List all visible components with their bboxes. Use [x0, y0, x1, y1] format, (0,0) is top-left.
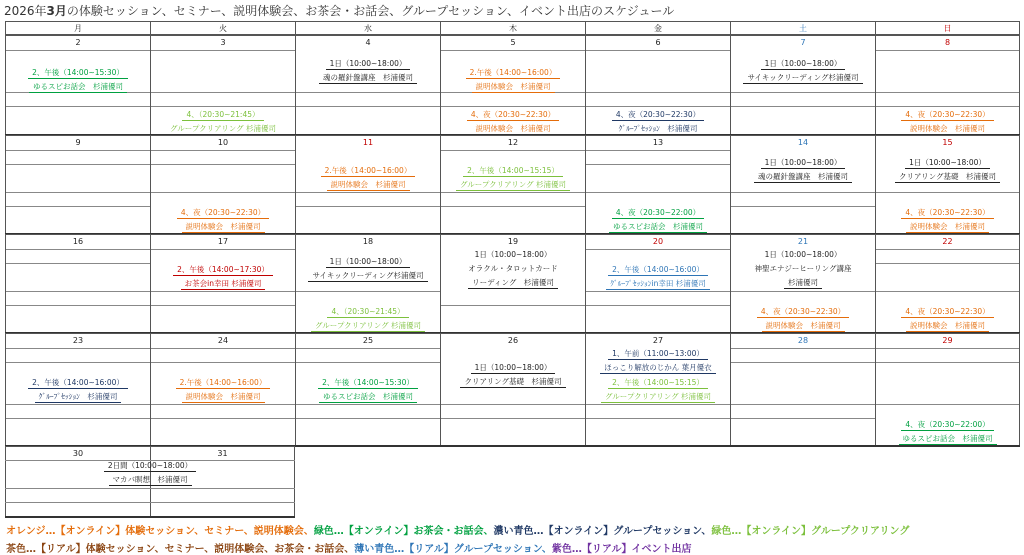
day-cell — [5, 35, 150, 134]
day-number: 8 — [944, 38, 951, 47]
day-cell — [295, 333, 440, 445]
event[interactable]: 4、夜（20:30~22:30） — [876, 306, 1019, 318]
event[interactable]: グループクリアリング 杉浦優司 — [151, 123, 295, 135]
event[interactable]: 4、夜（20:30~22:30） — [731, 306, 875, 318]
event[interactable]: 4、夜（20:30~22:30） — [876, 207, 1019, 219]
legend-item: 薄い青色…【リアル】グループセッション、 — [354, 544, 552, 555]
event[interactable]: 2、午後（14:00~15:30） — [6, 67, 150, 79]
day-number: 19 — [507, 237, 519, 246]
event[interactable]: オラクル・タロットカード — [468, 264, 558, 273]
day-cell — [440, 35, 585, 134]
event[interactable]: 魂の羅針盤講座 杉浦優司 — [731, 171, 875, 183]
legend-item: オレンジ…【オンライン】体験セッション、セミナー、説明体験会、 — [6, 526, 314, 537]
legend-row-2 — [6, 540, 692, 555]
week-row — [5, 35, 1020, 134]
event[interactable]: 魂の羅針盤講座 杉浦優司 — [296, 72, 440, 84]
day-number: 2 — [75, 38, 81, 47]
day-cell — [5, 333, 150, 445]
day-cell — [585, 135, 730, 233]
event[interactable]: 2、午後（14:00~17:30） — [151, 264, 295, 276]
day-cell — [5, 234, 150, 332]
weekday-sun: 日 — [875, 21, 1020, 35]
event[interactable]: 2、午後（14:00~15:30） — [296, 377, 440, 389]
event[interactable]: グループクリアリング 杉浦優司 — [586, 391, 730, 403]
day-number: 27 — [652, 336, 664, 345]
legend-item: 緑色…【オンライン】グループクリアリング — [711, 526, 910, 537]
day-number: 22 — [942, 237, 953, 246]
event[interactable]: 4、夜（20:30~22:30） — [586, 109, 730, 121]
day-number: 14 — [797, 138, 809, 147]
event[interactable]: 2日間（10:00~18:00） — [5, 460, 295, 472]
day-cell — [150, 35, 295, 134]
event[interactable]: 1日（10:00~18:00） — [474, 250, 552, 259]
event[interactable]: ゆるスピお話会 杉浦優司 — [876, 433, 1019, 445]
day-cell — [730, 234, 875, 332]
event[interactable]: 杉浦優司 — [731, 277, 875, 289]
day-number: 7 — [800, 38, 806, 47]
event[interactable]: 4、夜（20:30~22:30） — [876, 109, 1019, 121]
event[interactable]: ゆるスピお話会 杉浦優司 — [6, 81, 150, 93]
day-number: 26 — [507, 336, 519, 345]
day-cell — [730, 35, 875, 134]
day-cell — [875, 333, 1020, 445]
event[interactable]: ｸﾞﾙｰﾌﾟｾｯｼｮﾝin幸田 杉浦優司 — [586, 278, 730, 290]
event[interactable]: 説明体験会 杉浦優司 — [151, 391, 295, 403]
event[interactable]: 4、夜（20:30~22:30） — [151, 207, 295, 219]
day-number: 23 — [72, 336, 84, 345]
event[interactable]: 1日（10:00~18:00） — [764, 250, 842, 259]
day-cell — [440, 234, 585, 332]
weekday-sat: 土 — [730, 21, 875, 35]
event[interactable]: 1日（10:00~18:00） — [441, 362, 585, 374]
event[interactable]: 1、午前（11:00~13:00） — [586, 348, 730, 360]
day-cell — [585, 234, 730, 332]
week-row — [5, 333, 1020, 445]
day-cell — [730, 135, 875, 233]
page-title: 2026年3月の体験セッション、セミナー、説明体験会、お茶会・お話会、グループセッション、イベント出店のスケジュール — [4, 4, 675, 18]
event[interactable]: 1日（10:00~18:00） — [296, 58, 440, 70]
event[interactable]: ほっこり解放のじかん 葉月優衣 — [586, 362, 730, 374]
day-cell — [875, 234, 1020, 332]
event[interactable]: サイキックリーディング杉浦優司 — [731, 72, 875, 84]
event[interactable]: 説明体験会 杉浦優司 — [151, 221, 295, 233]
legend-row-1 — [6, 522, 909, 537]
day-number: 11 — [362, 138, 374, 147]
legend-item: 緑色…【オンライン】お茶会・お話会、 — [313, 526, 494, 537]
event[interactable]: 2、午後（14:00~15:15） — [586, 377, 730, 389]
day-number: 3 — [220, 38, 226, 47]
day-number: 20 — [652, 237, 664, 246]
event-span — [5, 446, 295, 516]
day-number: 29 — [942, 336, 953, 345]
day-cell — [875, 35, 1020, 134]
day-cell — [585, 35, 730, 134]
day-cell — [150, 333, 295, 445]
weekday-thu: 木 — [440, 21, 585, 35]
event[interactable]: ｸﾞﾙｰﾌﾟｾｯｼｮﾝ 杉浦優司 — [586, 123, 730, 135]
day-cell — [295, 234, 440, 332]
event[interactable]: 2.午後（14:00~16:00） — [441, 67, 585, 79]
day-cell — [295, 135, 440, 233]
weekday-tue: 火 — [150, 21, 295, 35]
event[interactable]: 説明体験会 杉浦優司 — [296, 179, 440, 191]
day-cell — [875, 135, 1020, 233]
event[interactable]: 4、（20:30~21:45） — [151, 109, 295, 121]
event[interactable]: ゆるスピお話会 杉浦優司 — [586, 221, 730, 233]
week-row — [5, 234, 1020, 332]
day-cell — [440, 135, 585, 233]
event[interactable]: ゆるスピお話会 杉浦優司 — [296, 391, 440, 403]
day-number: 13 — [652, 138, 664, 147]
day-cell — [440, 333, 585, 445]
day-number: 12 — [507, 138, 519, 147]
event[interactable]: クリアリング基礎 杉浦優司 — [876, 171, 1019, 183]
event[interactable]: 神聖エナジーヒーリング講座 — [754, 264, 852, 273]
event[interactable]: 説明体験会 杉浦優司 — [876, 320, 1019, 332]
event[interactable]: マカバ瞑想 杉浦優司 — [5, 474, 295, 486]
day-number: 21 — [797, 237, 809, 246]
event[interactable]: 説明体験会 杉浦優司 — [441, 123, 585, 135]
event[interactable]: サイキックリーディング杉浦優司 — [296, 270, 440, 282]
event[interactable]: 2、午後（14:00~15:15） — [441, 165, 585, 177]
legend-item: 紫色…【リアル】イベント出店 — [551, 544, 692, 555]
legend-item: 茶色…【リアル】体験セッション、セミナー、説明体験会、お茶会・お話会、 — [6, 544, 355, 555]
day-number: 18 — [362, 237, 374, 246]
event[interactable]: 説明体験会 杉浦優司 — [876, 123, 1019, 135]
day-number: 31 — [217, 449, 228, 458]
event[interactable]: 1日（10:00~18:00） — [731, 157, 875, 169]
day-cell — [150, 234, 295, 332]
event[interactable]: 1日（10:00~18:00） — [876, 157, 1019, 169]
day-number: 30 — [72, 449, 84, 458]
event[interactable]: 説明体験会 杉浦優司 — [441, 81, 585, 93]
day-number: 15 — [942, 138, 953, 147]
event[interactable]: 4、夜（20:30~22:00） — [586, 207, 730, 219]
weekday-fri: 金 — [585, 21, 730, 35]
legend-item: 濃い青色…【オンライン】グループセッション、 — [493, 526, 712, 537]
event[interactable]: グループクリアリング 杉浦優司 — [441, 179, 585, 191]
week-row — [5, 135, 1020, 233]
day-number: 6 — [655, 38, 661, 47]
day-number: 24 — [217, 336, 229, 345]
event[interactable]: 1日（10:00~18:00） — [731, 58, 875, 70]
day-cell — [150, 135, 295, 233]
event[interactable]: 2、午後（14:00~16:00） — [586, 264, 730, 276]
event[interactable]: グループクリアリング 杉浦優司 — [296, 320, 440, 332]
day-cell — [730, 333, 875, 445]
day-number: 10 — [217, 138, 229, 147]
weekday-mon: 月 — [5, 21, 150, 35]
day-number: 5 — [510, 38, 516, 47]
event[interactable]: 1日（10:00~18:00） — [296, 256, 440, 268]
day-number: 4 — [365, 38, 371, 47]
day-cell — [295, 35, 440, 134]
day-number: 17 — [217, 237, 229, 246]
event[interactable]: 4、（20:30~21:45） — [296, 306, 440, 318]
day-number: 9 — [75, 138, 81, 147]
event[interactable]: クリアリング基礎 杉浦優司 — [441, 376, 585, 388]
event[interactable]: 4、夜（20:30~22:30） — [441, 109, 585, 121]
day-number: 25 — [362, 336, 374, 345]
event[interactable]: 説明体験会 杉浦優司 — [731, 320, 875, 332]
event[interactable]: リーディング 杉浦優司 — [441, 277, 585, 289]
day-cell — [585, 333, 730, 445]
event[interactable]: 2.午後（14:00~16:00） — [296, 165, 440, 177]
day-number: 28 — [797, 336, 809, 345]
event[interactable]: ｸﾞﾙｰﾌﾟｾｯｼｮﾝ 杉浦優司 — [6, 391, 150, 403]
day-cell — [5, 135, 150, 233]
event[interactable]: 2、午後（14:00~16:00） — [6, 377, 150, 389]
week-row — [5, 446, 1020, 516]
event[interactable]: お茶会in幸田 杉浦優司 — [151, 278, 295, 290]
weekday-wed: 水 — [295, 21, 440, 35]
event[interactable]: 説明体験会 杉浦優司 — [876, 221, 1019, 233]
event[interactable]: 2.午後（14:00~16:00） — [151, 377, 295, 389]
day-number: 16 — [72, 237, 84, 246]
event[interactable]: 4、夜（20:30~22:00） — [876, 419, 1019, 431]
